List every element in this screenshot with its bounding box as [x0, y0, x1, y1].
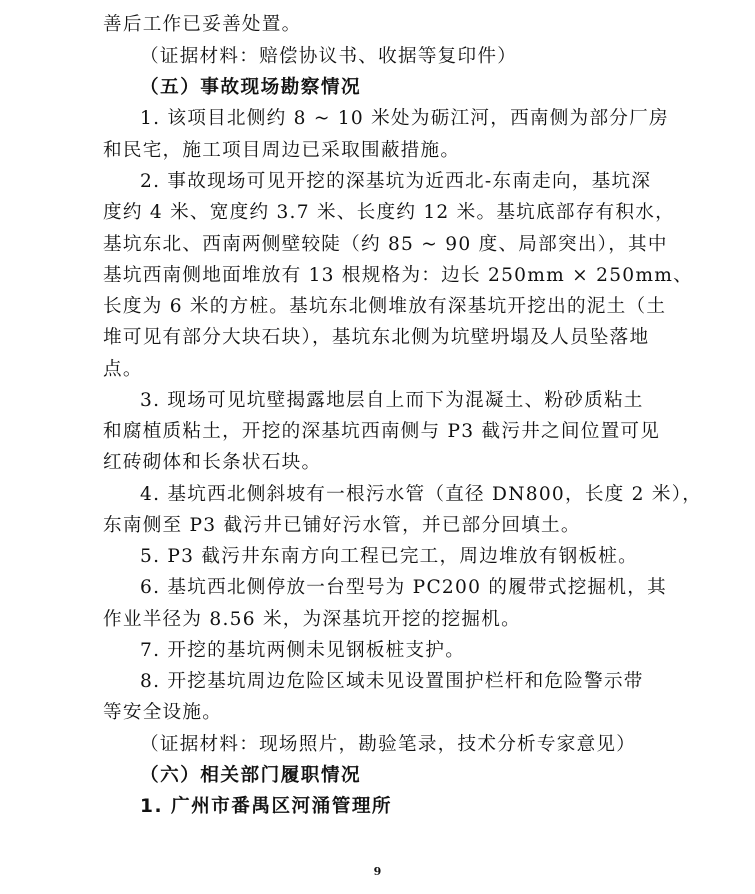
paragraph-line: 5. P3 截污井东南方向工程已完工，周边堆放有钢板桩。: [140, 546, 638, 567]
paragraph-line: 作业半径为 8.56 米，为深基坑开挖的挖掘机。: [103, 609, 521, 630]
paragraph-line: 点。: [103, 359, 143, 380]
paragraph-line: 等安全设施。: [103, 702, 223, 723]
evidence-note: （证据材料：现场照片，勘验笔录，技术分析专家意见）: [140, 734, 637, 755]
paragraph-line: 基坑东北、西南两侧壁较陡（约 85 ~ 90 度、局部突出），其中: [103, 234, 668, 255]
paragraph-line: 6. 基坑西北侧停放一台型号为 PC200 的履带式挖掘机，其: [140, 577, 667, 598]
subsection-heading: 1. 广州市番禺区河涌管理所: [140, 796, 393, 817]
paragraph-line: 和腐植质粘土，开挖的深基坑西南侧与 P3 截污井之间位置可见: [103, 421, 661, 442]
paragraph-line: 8. 开挖基坑周边危险区域未见设置围护栏杆和危险警示带: [140, 671, 644, 692]
paragraph-line: 7. 开挖的基坑两侧未见钢板桩支护。: [140, 640, 466, 661]
paragraph-line: 4. 基坑西北侧斜坡有一根污水管（直径 DN800，长度 2 米），: [140, 484, 703, 505]
paragraph-line: 东南侧至 P3 截污井已铺好污水管，并已部分回填土。: [103, 515, 581, 536]
paragraph-line: 3. 现场可见坑壁揭露地层自上而下为混凝土、粉砂质粘土: [140, 390, 644, 411]
section-heading-5: （五）事故现场勘察情况: [140, 77, 362, 98]
paragraph-line: 基坑西南侧地面堆放有 13 根规格为：边长 250mm × 250mm、: [103, 265, 693, 286]
paragraph-line: 1. 该项目北侧约 8 ~ 10 米处为砺江河，西南侧为部分厂房: [140, 108, 669, 129]
page-number: 9: [373, 865, 382, 878]
paragraph-line: 度约 4 米、宽度约 3.7 米、长度约 12 米。基坑底部存有积水，: [103, 202, 675, 223]
paragraph-line: 和民宅，施工项目周边已采取围蔽措施。: [103, 140, 461, 161]
paragraph-line: 2. 事故现场可见开挖的深基坑为近西北-东南走向，基坑深: [140, 171, 652, 192]
evidence-note: （证据材料：赔偿协议书、收据等复印件）: [140, 46, 518, 67]
section-heading-6: （六）相关部门履职情况: [140, 765, 362, 786]
paragraph-line: 善后工作已妥善处置。: [103, 14, 302, 35]
paragraph-line: 长度为 6 米的方桩。基坑东北侧堆放有深基坑开挖出的泥土（土: [103, 296, 667, 317]
paragraph-line: 堆可见有部分大块石块），基坑东北侧为坑壁坍塌及人员坠落地: [103, 327, 650, 348]
paragraph-line: 红砖砌体和长条状石块。: [103, 452, 322, 473]
